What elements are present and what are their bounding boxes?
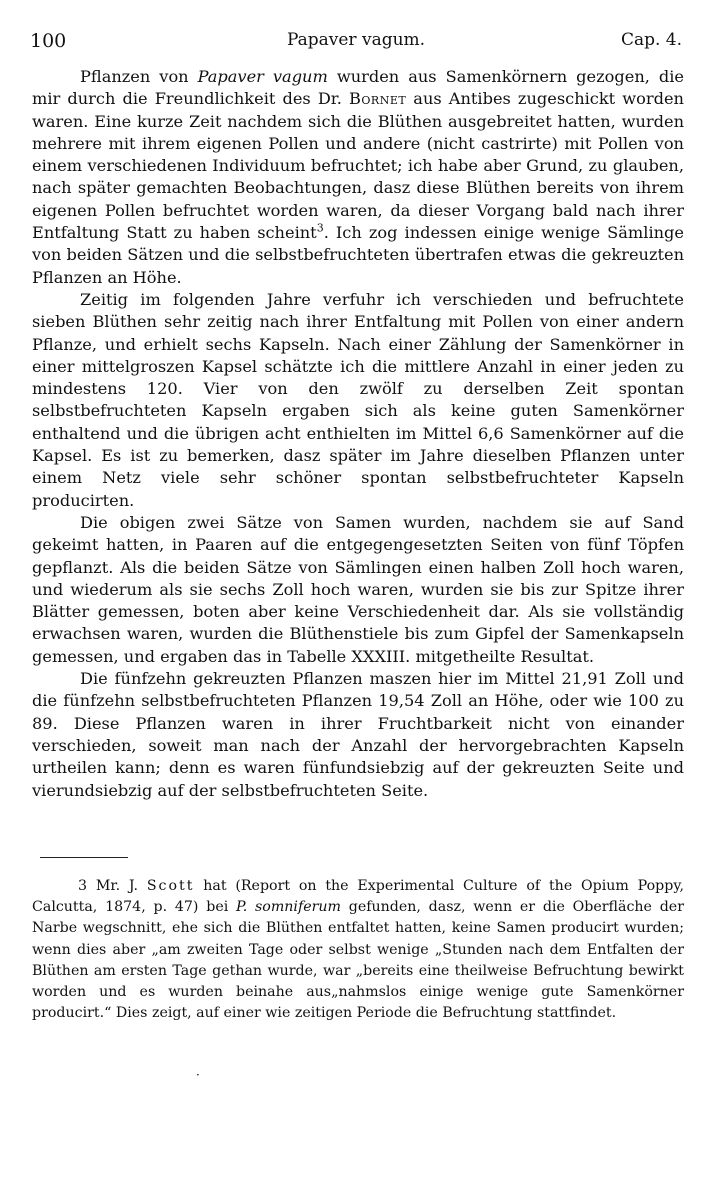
footnote-text-b: hat (Report on the Experimental Culture of the Opium Poppy, Calcutta, 1874, p. 47) bei bbox=[32, 878, 684, 916]
paragraph-1 bbox=[32, 66, 684, 289]
footnote-reference[interactable]: 3 bbox=[316, 221, 324, 235]
footnote-paragraph bbox=[32, 876, 684, 1024]
paragraph-1-text-a: wurden aus Samenkörnern gezogen, die mir durch die Freundlichkeit des Dr. bbox=[32, 67, 685, 109]
person-name: Bornet bbox=[349, 89, 407, 109]
paragraph-1-text-b: aus Antibes zugeschickt worden waren. Eine kurze Zeit nachdem sich die Blüthen ausgebreitet hatten, wurden mehrere mit ihrem eigenen Pollen und andere (nicht castrirte) mit Pollen von einem verschiedenen Individuum befruchtet; ich habe aber Grund, zu glauben, nach später gemachten Beobachtungen, dasz diese Blüthen bereits von ihrem eigenen Pollen befruchtet worden waren, da dieser Vorgang bald nach ihrer Entfaltung Statt zu haben scheint bbox=[32, 89, 684, 243]
footnote-author: Scott bbox=[146, 878, 195, 894]
species-name: Papaver vagum bbox=[197, 67, 328, 86]
main-text bbox=[32, 66, 684, 802]
print-speck: · bbox=[196, 1068, 200, 1082]
paragraph-2: Zeitig im folgenden Jahre verfuhr ich verschieden und befruchtete sieben Blüthen sehr zeitig nach ihrer Entfaltung mit Pollen von einer andern Pflanze, und erhielt sechs Kapseln. Nach einer Zählung der Samenkörner in einer mittelgroszen Kapsel schätzte ich die mittlere Anzahl in einer jeden zu mindestens 120. Vier von den zwölf zu derselben Zeit spontan selbstbefruchteten Kapseln ergaben sich als keine guten Samenkörner enthaltend und die übrigen acht enthielten im Mittel 6,6 Samenkörner auf die Kapsel. Es ist zu bemerken, dasz später im Jahre dieselben Pflanzen unter einem Netz viele sehr schöner spontan selbstbefruchteter Kapseln producirten. bbox=[32, 289, 684, 510]
footnote-text-c: gefunden, dasz, wenn er die Oberfläche der Narbe wegschnitt, ehe sich die Blüthen entfaltet hatten, keine Samen producirt wurden; wenn dies aber „am zweiten Tage oder selbst wenige „Stunden nach dem Entfalten der Blüthen am ersten Tage gethan wurde, war „bereits eine theilweise Befruchtung bewirkt worden und es wurden beinahe aus„nahmslos einige wenige gute Samenkörner producirt.“ Dies zeigt, auf einer wie zeitigen Periode die Befruchtung stattfindet. bbox=[32, 899, 684, 1022]
footnote-marker: 3 bbox=[78, 878, 88, 894]
footnote bbox=[32, 876, 684, 1024]
page-header bbox=[30, 30, 682, 54]
paragraph-4: Die fünfzehn gekreuzten Pflanzen maszen hier im Mittel 21,91 Zoll und die fünfzehn selbstbefruchteten Pflanzen 19,54 Zoll an Höhe, oder wie 100 zu 89. Diese Pflanzen waren in ihrer Fruchtbarkeit nicht von einander verschieden, soweit man nach der Anzahl der hervorgebrachten Kapseln urtheilen kann; denn es waren fünfundsiebzig auf der gekreuzten Seite und vierundsiebzig auf der selbstbefruchteten Seite. bbox=[32, 669, 684, 800]
paragraph-1-text-c: . Ich zog indessen einige wenige Sämlinge von beiden Sätzen und die selbstbefruchteten übertrafen etwas die gekreuzten Pflanzen an Höhe. bbox=[32, 223, 684, 287]
footnote-species: P. somniferum bbox=[236, 899, 341, 916]
paragraph-3: Die obigen zwei Sätze von Samen wurden, nachdem sie auf Sand gekeimt hatten, in Paaren auf die entgegengesetzten Seiten von fünf Töpfen gepflanzt. Als die beiden Sätze von Sämlingen einen halben Zoll hoch waren, und wiederum als sie sechs Zoll hoch waren, wurden sie bis zur Spitze ihrer Blätter gemessen, boten aber keine Verschiedenheit dar. Als sie vollständig erwachsen waren, wurden die Blüthenstiele bis zum Gipfel der Samenkapseln gemessen, und ergaben das in Tabelle XXXIII. mitgetheilte Resultat. bbox=[32, 512, 684, 666]
paragraph-1-start: Pflanzen von bbox=[80, 67, 198, 86]
footnote-separator bbox=[40, 857, 128, 858]
page-number: 100 bbox=[30, 30, 67, 52]
chapter-label: Cap. 4. bbox=[620, 30, 682, 50]
footnote-text-a: Mr. J. bbox=[87, 878, 147, 894]
running-title: Papaver vagum. bbox=[286, 30, 426, 50]
